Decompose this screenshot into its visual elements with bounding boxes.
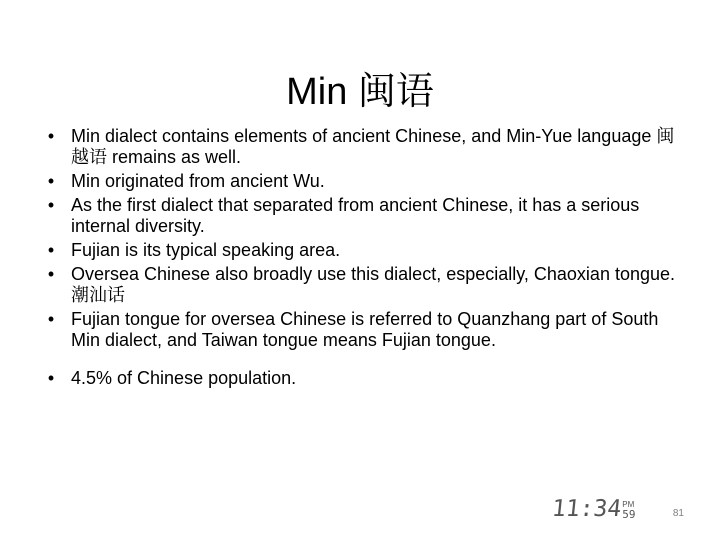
bullet-text: Fujian tongue for oversea Chinese is referred to Quanzhang part of South Min dialect, and Taiwan tongue means Fujian tongue. bbox=[71, 309, 659, 350]
bullet-marker: • bbox=[47, 368, 55, 388]
bullet-text: Fujian is its typical speaking area. bbox=[71, 240, 341, 260]
bullet-marker: • bbox=[47, 240, 55, 260]
clock-widget bbox=[552, 497, 636, 521]
bullet-marker: • bbox=[47, 195, 55, 215]
slide-title: Min 闽语 bbox=[286, 71, 434, 114]
clock-ampm: PM bbox=[622, 500, 635, 509]
bullet-list bbox=[44, 126, 684, 392]
bullet-text: As the first dialect that separated from ancient Chinese, it has a serious internal diversity. bbox=[71, 195, 640, 236]
bullet-text: Oversea Chinese also broadly use this dialect, especially, Chaoxian tongue. 潮汕话 bbox=[71, 264, 676, 305]
bullet-item bbox=[44, 309, 684, 351]
bullet-text: Min originated from ancient Wu. bbox=[71, 171, 325, 191]
bullet-marker: • bbox=[47, 126, 55, 146]
bullet-item bbox=[44, 368, 684, 389]
bullet-marker: • bbox=[47, 264, 55, 284]
clock-seconds: 59 bbox=[622, 508, 636, 521]
bullet-item bbox=[44, 126, 684, 168]
bullet-item bbox=[44, 195, 684, 237]
clock-suffix bbox=[622, 500, 635, 521]
bullet-item bbox=[44, 171, 684, 192]
clock-time: 11:34 bbox=[550, 496, 623, 522]
bullet-text: 4.5% of Chinese population. bbox=[71, 368, 297, 388]
bullet-text: Min dialect contains elements of ancient Chinese, and Min-Yue language 闽越语 remains as well. bbox=[71, 126, 675, 167]
bullet-item bbox=[44, 240, 684, 261]
page-number: 81 bbox=[672, 508, 684, 519]
bullet-item bbox=[44, 264, 684, 306]
bullet-marker: • bbox=[47, 309, 55, 329]
bullet-marker: • bbox=[47, 171, 55, 191]
